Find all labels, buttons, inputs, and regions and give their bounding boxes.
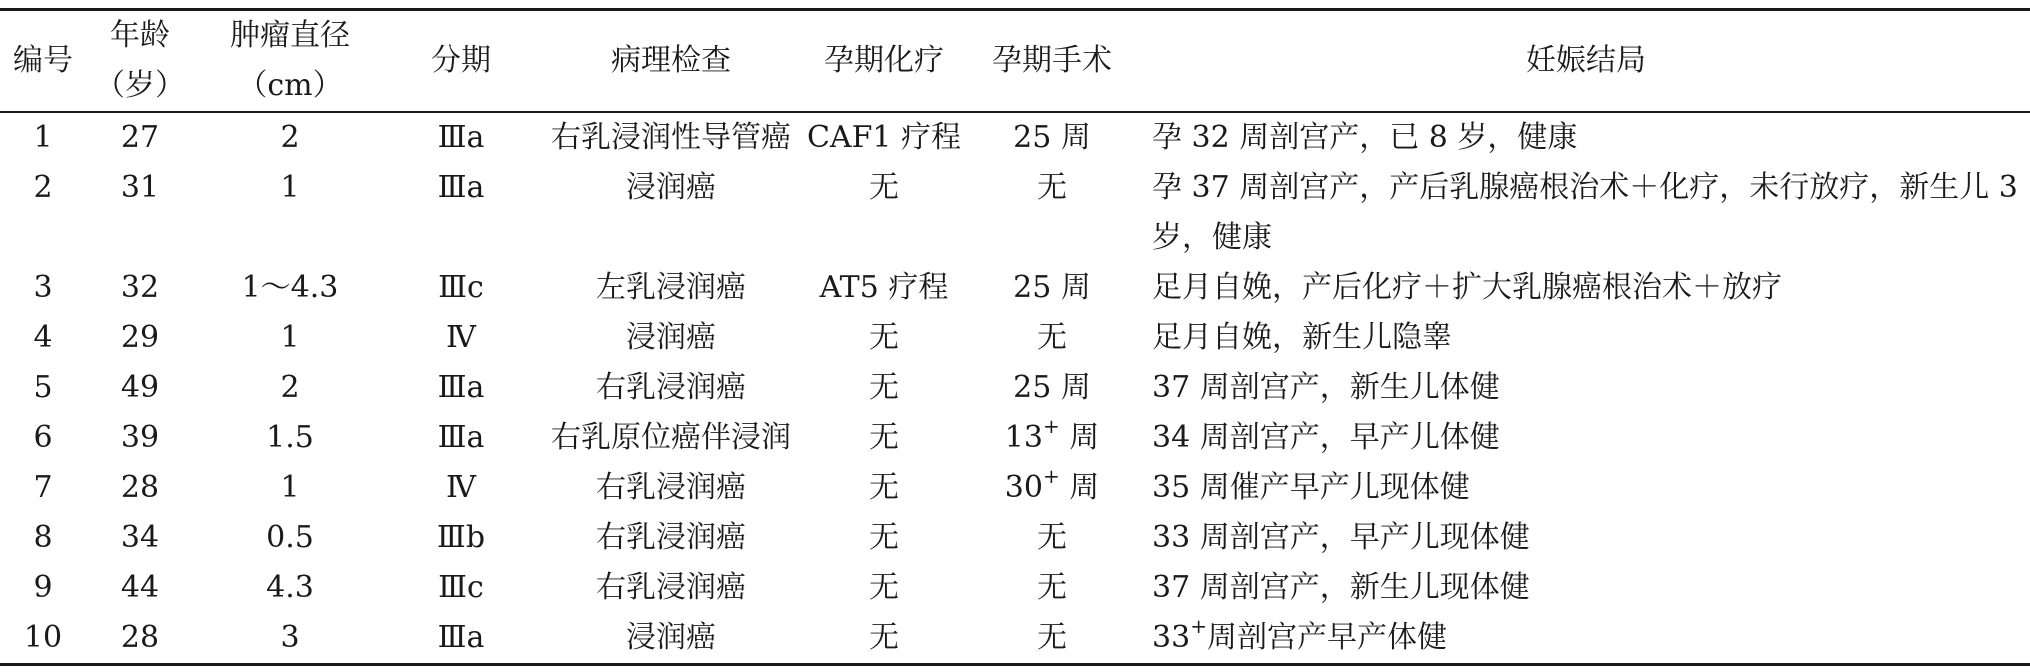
outcome-text: 周剖宫产早产体健 (1206, 620, 1447, 655)
cell-size: 1 (280, 470, 300, 505)
table-row (0, 613, 2030, 665)
cell-surgery: 无 (1037, 320, 1067, 355)
cell-age: 27 (120, 120, 160, 155)
cell-pathology: 右乳原位癌伴浸润 (551, 420, 791, 455)
cell-chemo: 无 (869, 520, 899, 555)
table-row (0, 112, 2030, 163)
cell-chemo: 无 (869, 420, 899, 455)
cell-outcome: 孕 32 周剖宫产，已 8 岁，健康 (1152, 120, 1578, 155)
cell-outcome: 37 周剖宫产，新生儿现体健 (1152, 570, 1530, 605)
cell-stage: Ⅲa (437, 370, 485, 405)
cell-surgery: 无 (1037, 170, 1067, 205)
cell-size: 1～4.3 (241, 270, 339, 305)
cell-age: 32 (120, 270, 160, 305)
header-age-line2: （岁） (95, 68, 185, 103)
outcome-week: 33 (1152, 620, 1191, 655)
cell-surgery: 无 (962, 613, 1142, 665)
cell-age: 44 (120, 570, 160, 605)
cell-pathology: 浸润癌 (626, 170, 716, 205)
cell-surgery (962, 413, 1142, 463)
cell-chemo: 无 (806, 613, 962, 665)
table-header (0, 10, 2030, 113)
cell-pathology: 右乳浸润癌 (596, 370, 746, 405)
cell-pathology: 右乳浸润癌 (596, 570, 746, 605)
header-surgery: 孕期手术 (962, 10, 1142, 113)
table-body (0, 112, 2030, 665)
surgery-unit: 周 (1059, 470, 1100, 505)
cell-stage: Ⅲa (437, 170, 485, 205)
header-chemo: 孕期化疗 (806, 10, 962, 113)
header-row (0, 10, 2030, 113)
table-row (0, 263, 2030, 313)
header-size-line1: 肿瘤直径 (230, 18, 350, 53)
table-row (0, 313, 2030, 363)
cell-surgery: 25 周 (1013, 120, 1091, 155)
cell-pathology: 右乳浸润性导管癌 (551, 120, 791, 155)
surgery-unit: 周 (1059, 420, 1100, 455)
cell-surgery: 无 (1037, 520, 1067, 555)
surgery-plus-sup: + (1042, 464, 1060, 488)
cell-size: 2 (280, 120, 300, 155)
cell-pathology: 左乳浸润癌 (596, 270, 746, 305)
cell-size: 1 (280, 170, 300, 205)
cell-id: 4 (33, 320, 53, 355)
cell-id: 10 (0, 613, 86, 665)
cell-chemo: 无 (869, 170, 899, 205)
cell-stage: Ⅲb (436, 520, 486, 555)
cell-stage: Ⅲc (438, 570, 484, 605)
cell-id: 5 (33, 370, 53, 405)
cell-pathology: 右乳浸润癌 (596, 520, 746, 555)
cell-size: 2 (280, 370, 300, 405)
cell-chemo: 无 (869, 370, 899, 405)
cell-pathology: 浸润癌 (536, 613, 806, 665)
cell-size: 1 (280, 320, 300, 355)
case-table (0, 8, 2030, 666)
cell-id: 2 (33, 170, 53, 205)
cell-surgery: 25 周 (1013, 270, 1091, 305)
cell-outcome: 37 周剖宫产，新生儿体健 (1152, 370, 1500, 405)
table-row (0, 563, 2030, 613)
header-stage: 分期 (386, 10, 536, 113)
cell-pathology: 浸润癌 (626, 320, 716, 355)
header-pathology: 病理检查 (536, 10, 806, 113)
surgery-plus-sup: + (1042, 414, 1060, 438)
cell-stage: Ⅳ (446, 320, 476, 355)
cell-chemo: 无 (869, 470, 899, 505)
cell-id: 6 (33, 420, 53, 455)
cell-outcome: 34 周剖宫产，早产儿体健 (1152, 420, 1500, 455)
cell-stage: Ⅲa (437, 120, 485, 155)
outcome-plus-sup: + (1190, 614, 1207, 638)
cell-age: 34 (120, 520, 160, 555)
cell-age: 29 (120, 320, 160, 355)
table-row (0, 163, 2030, 263)
cell-id: 9 (33, 570, 53, 605)
cell-id: 1 (33, 120, 53, 155)
cell-outcome: 足月自娩，新生儿隐睾 (1152, 320, 1452, 355)
cell-size: 4.3 (266, 570, 314, 605)
cell-chemo: CAF1 疗程 (806, 120, 962, 155)
cell-size: 3 (194, 613, 386, 665)
cell-age: 39 (120, 420, 160, 455)
cell-age: 31 (120, 170, 160, 205)
cell-stage: Ⅲa (437, 420, 485, 455)
header-size-line2: （cm） (237, 68, 343, 103)
cell-stage: Ⅲc (438, 270, 484, 305)
case-table-wrapper (0, 8, 2030, 666)
header-age-line1: 年龄 (110, 18, 170, 53)
cell-size: 0.5 (266, 520, 314, 555)
cell-outcome: 孕 37 周剖宫产，产后乳腺癌根治术＋化疗，未行放疗，新生儿 3 岁，健康 (1152, 170, 2018, 255)
table-row (0, 513, 2030, 563)
table-row (0, 463, 2030, 513)
cell-chemo: 无 (869, 320, 899, 355)
cell-surgery: 无 (1037, 570, 1067, 605)
header-age (86, 10, 194, 113)
cell-chemo: 无 (869, 570, 899, 605)
cell-age: 28 (86, 613, 194, 665)
header-outcome: 妊娠结局 (1142, 10, 2030, 113)
cell-age: 28 (120, 470, 160, 505)
table-row (0, 413, 2030, 463)
surgery-week: 30 (1004, 470, 1043, 505)
cell-stage: Ⅳ (446, 470, 476, 505)
cell-surgery (962, 463, 1142, 513)
cell-pathology: 右乳浸润癌 (596, 470, 746, 505)
cell-outcome: 足月自娩，产后化疗＋扩大乳腺癌根治术＋放疗 (1152, 270, 1782, 305)
table-row (0, 363, 2030, 413)
cell-stage: Ⅲa (386, 613, 536, 665)
cell-age: 49 (120, 370, 160, 405)
cell-id: 3 (33, 270, 53, 305)
header-id: 编号 (0, 10, 86, 113)
cell-id: 7 (33, 470, 53, 505)
cell-chemo: AT5 疗程 (819, 270, 949, 305)
header-size (194, 10, 386, 113)
cell-outcome (1142, 613, 2030, 665)
cell-outcome: 35 周催产早产儿现体健 (1152, 470, 1470, 505)
cell-size: 1.5 (266, 420, 314, 455)
cell-surgery: 25 周 (1013, 370, 1091, 405)
cell-outcome: 33 周剖宫产，早产儿现体健 (1152, 520, 1530, 555)
cell-id: 8 (33, 520, 53, 555)
surgery-week: 13 (1004, 420, 1043, 455)
